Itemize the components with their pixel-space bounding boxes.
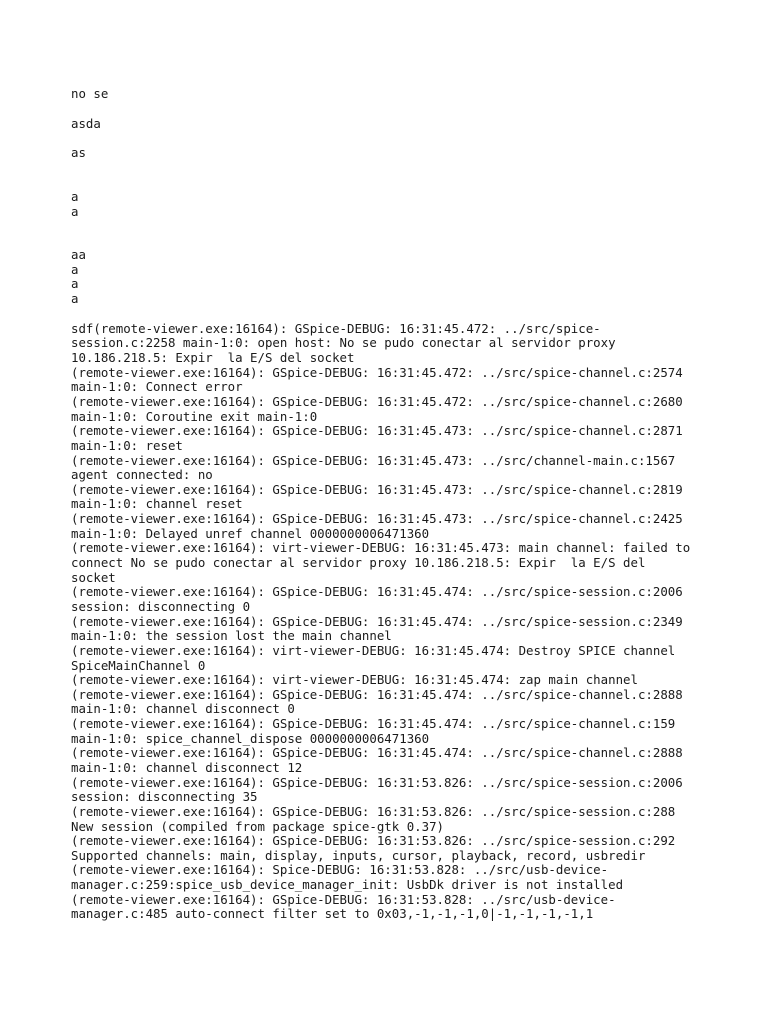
blank-line: [71, 307, 711, 322]
log-line: socket: [71, 569, 116, 585]
log-line: 10.186.218.5: Expir la E/S del socket: [71, 350, 355, 366]
log-line: Supported channels: main, display, inputs, cursor, playback, record, usbredir: [71, 847, 646, 863]
log-line: (remote-viewer.exe:16164): GSpice-DEBUG: 16:31:45.474: ../src/spice-channel.c:2888: [71, 686, 683, 702]
blank-line: [71, 102, 711, 117]
text-line: asda: [71, 115, 101, 131]
text-line: a: [71, 276, 79, 292]
blank-line: [71, 131, 711, 146]
text-line: a: [71, 203, 79, 219]
log-line: connect No se pudo conectar al servidor proxy 10.186.218.5: Expir la E/S del: [71, 555, 646, 571]
log-line: (remote-viewer.exe:16164): GSpice-DEBUG: 16:31:45.473: ../src/spice-channel.c:2425: [71, 511, 683, 527]
log-line: session: disconnecting 0: [71, 598, 251, 614]
document-body: [71, 87, 711, 922]
log-line: manager.c:259:spice_usb_device_manager_init: UsbDk driver is not installed: [71, 877, 624, 893]
debug-log: [71, 322, 711, 922]
log-line: main-1:0: channel disconnect 0: [71, 701, 295, 717]
log-line: (remote-viewer.exe:16164): GSpice-DEBUG: 16:31:45.472: ../src/spice-channel.c:2574: [71, 364, 683, 380]
log-line: (remote-viewer.exe:16164): GSpice-DEBUG: 16:31:53.826: ../src/spice-session.c:2006: [71, 774, 683, 790]
log-line: (remote-viewer.exe:16164): GSpice-DEBUG: 16:31:45.474: ../src/spice-session.c:2006: [71, 584, 683, 600]
text-line: a: [71, 188, 79, 204]
text-line: no se: [71, 86, 109, 101]
log-line: main-1:0: spice_channel_dispose 0000000006471360: [71, 730, 430, 746]
log-line: New session (compiled from package spice-gtk 0.37): [71, 818, 444, 834]
log-line: main-1:0: Connect error: [71, 379, 243, 395]
text-line: a: [71, 261, 79, 277]
log-line: session.c:2258 main-1:0: open host: No se pudo conectar al servidor proxy: [71, 335, 616, 351]
log-line: sdf(remote-viewer.exe:16164): GSpice-DEBUG: 16:31:45.472: ../src/spice-: [71, 320, 601, 336]
log-line: (remote-viewer.exe:16164): GSpice-DEBUG: 16:31:45.473: ../src/channel-main.c:1567: [71, 452, 676, 468]
log-line: (remote-viewer.exe:16164): GSpice-DEBUG: 16:31:53.828: ../src/usb-device-: [71, 891, 616, 907]
log-line: (remote-viewer.exe:16164): GSpice-DEBUG: 16:31:45.474: ../src/spice-channel.c:159: [71, 716, 676, 732]
log-line: main-1:0: channel reset: [71, 496, 243, 512]
log-line: (remote-viewer.exe:16164): GSpice-DEBUG: 16:31:45.472: ../src/spice-channel.c:2680: [71, 393, 683, 409]
log-line: SpiceMainChannel 0: [71, 657, 206, 673]
log-line: main-1:0: reset: [71, 437, 183, 453]
log-line: (remote-viewer.exe:16164): GSpice-DEBUG: 16:31:45.474: ../src/spice-session.c:2349: [71, 613, 683, 629]
log-line: main-1:0: Coroutine exit main-1:0: [71, 408, 318, 424]
log-line: (remote-viewer.exe:16164): virt-viewer-DEBUG: 16:31:45.474: zap main channel: [71, 672, 638, 688]
text-line: as: [71, 145, 86, 161]
log-line: (remote-viewer.exe:16164): GSpice-DEBUG: 16:31:53.826: ../src/spice-session.c:292: [71, 833, 676, 849]
text-line: a: [71, 291, 79, 307]
log-line: main-1:0: channel disconnect 12: [71, 759, 303, 775]
log-line: manager.c:485 auto-connect filter set to 0x03,-1,-1,-1,0|-1,-1,-1,-1,1: [71, 906, 594, 922]
log-line: main-1:0: the session lost the main channel: [71, 628, 392, 644]
log-line: (remote-viewer.exe:16164): GSpice-DEBUG: 16:31:45.473: ../src/spice-channel.c:2819: [71, 481, 683, 497]
text-line: aa: [71, 247, 86, 263]
log-line: (remote-viewer.exe:16164): Spice-DEBUG: 16:31:53.828: ../src/usb-device-: [71, 862, 609, 878]
log-line: (remote-viewer.exe:16164): virt-viewer-DEBUG: 16:31:45.473: main channel: failed to: [71, 540, 691, 556]
blank-line: [71, 219, 711, 248]
log-line: (remote-viewer.exe:16164): GSpice-DEBUG: 16:31:53.826: ../src/spice-session.c:288: [71, 803, 676, 819]
log-line: (remote-viewer.exe:16164): virt-viewer-DEBUG: 16:31:45.474: Destroy SPICE channel: [71, 642, 676, 658]
blank-line: [71, 161, 711, 190]
log-line: (remote-viewer.exe:16164): GSpice-DEBUG: 16:31:45.474: ../src/spice-channel.c:2888: [71, 745, 683, 761]
log-line: agent connected: no: [71, 467, 213, 483]
log-line: (remote-viewer.exe:16164): GSpice-DEBUG: 16:31:45.473: ../src/spice-channel.c:2871: [71, 423, 683, 439]
log-line: session: disconnecting 35: [71, 789, 258, 805]
log-line: main-1:0: Delayed unref channel 0000000006471360: [71, 525, 430, 541]
